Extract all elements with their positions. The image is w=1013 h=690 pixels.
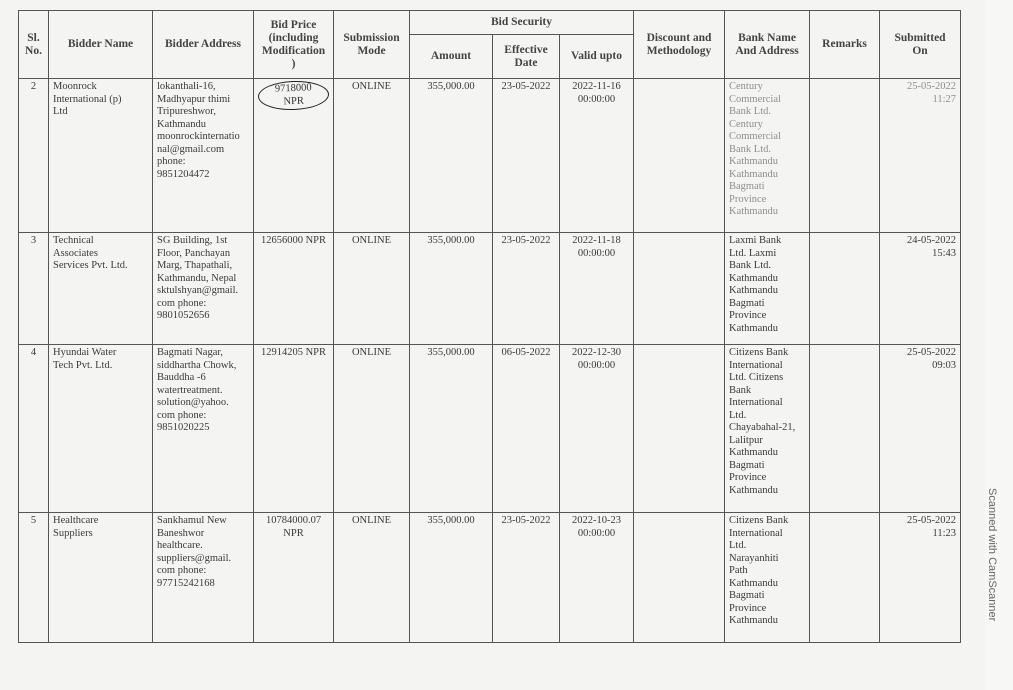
cell-submitted-on: 25-05-2022 11:23: [880, 513, 961, 643]
cell-effective-date: 23-05-2022: [493, 79, 560, 233]
cell-bidder-name: Hyundai Water Tech Pvt. Ltd.: [49, 345, 153, 513]
cell-bank: Laxmi Bank Ltd. Laxmi Bank Ltd. Kathmandu Kathmandu Bagmati Province Kathmandu: [725, 233, 810, 345]
cell-mode: ONLINE: [334, 513, 410, 643]
cell-bid-price: 10784000.07 NPR: [254, 513, 334, 643]
cell-amount: 355,000.00: [410, 79, 493, 233]
header-sl-no: Sl. No.: [19, 11, 49, 79]
cell-discount: [634, 79, 725, 233]
cell-bidder-address: SG Building, 1st Floor, Panchayan Marg, Thapathali, Kathmandu, Nepal sktulshyan@gmail. com phone: 9801052656: [153, 233, 254, 345]
header-valid-upto: Valid upto: [560, 35, 634, 79]
cell-effective-date: 23-05-2022: [493, 233, 560, 345]
cell-mode: ONLINE: [334, 233, 410, 345]
header-effective-date: Effective Date: [493, 35, 560, 79]
cell-bidder-name: Healthcare Suppliers: [49, 513, 153, 643]
bid-table: [18, 10, 961, 643]
header-bid-price: Bid Price (including Modification ): [254, 11, 334, 79]
header-submission-mode: Submission Mode: [334, 11, 410, 79]
header-amount: Amount: [410, 35, 493, 79]
cell-bank: Citizens Bank International Ltd. Citizens Bank International Ltd. Chayabahal-21, Lalitpur Kathmandu Bagmati Province Kathmandu: [725, 345, 810, 513]
cell-valid-upto: 2022-11-16 00:00:00: [560, 79, 634, 233]
cell-bank: Citizens Bank International Ltd. Narayanhiti Path Kathmandu Bagmati Province Kathmandu: [725, 513, 810, 643]
cell-discount: [634, 345, 725, 513]
cell-valid-upto: 2022-12-30 00:00:00: [560, 345, 634, 513]
cell-mode: ONLINE: [334, 345, 410, 513]
cell-discount: [634, 513, 725, 643]
circled-price: 9718000 NPR: [258, 80, 330, 111]
cell-amount: 355,000.00: [410, 233, 493, 345]
cell-effective-date: 23-05-2022: [493, 513, 560, 643]
cell-sl: 5: [19, 513, 49, 643]
header-submitted-on: Submitted On: [880, 11, 961, 79]
cell-mode: ONLINE: [334, 79, 410, 233]
cell-remarks: [810, 513, 880, 643]
cell-submitted-on: 25-05-2022 11:27: [880, 79, 961, 233]
cell-valid-upto: 2022-11-18 00:00:00: [560, 233, 634, 345]
cell-remarks: [810, 79, 880, 233]
cell-bidder-name: Technical Associates Services Pvt. Ltd.: [49, 233, 153, 345]
scanner-watermark: Scanned with CamScanner: [986, 488, 998, 622]
cell-remarks: [810, 233, 880, 345]
cell-effective-date: 06-05-2022: [493, 345, 560, 513]
cell-bidder-address: Sankhamul New Baneshwor healthcare. suppliers@gmail. com phone: 97715242168: [153, 513, 254, 643]
table-row: [19, 79, 961, 233]
cell-sl: 2: [19, 79, 49, 233]
table-row: [19, 345, 961, 513]
table-row: [19, 513, 961, 643]
table-row: [19, 233, 961, 345]
header-discount: Discount and Methodology: [634, 11, 725, 79]
cell-sl: 3: [19, 233, 49, 345]
header-bank: Bank Name And Address: [725, 11, 810, 79]
header-bidder-name: Bidder Name: [49, 11, 153, 79]
cell-submitted-on: 24-05-2022 15:43: [880, 233, 961, 345]
cell-bid-price: 12914205 NPR: [254, 345, 334, 513]
cell-bidder-name: Moonrock International (p) Ltd: [49, 79, 153, 233]
cell-submitted-on: 25-05-2022 09:03: [880, 345, 961, 513]
cell-bid-price: [254, 79, 334, 233]
cell-sl: 4: [19, 345, 49, 513]
cell-bidder-address: Bagmati Nagar, siddhartha Chowk, Bauddha -6 watertreatment. solution@yahoo. com phone: 9851020225: [153, 345, 254, 513]
header-remarks: Remarks: [810, 11, 880, 79]
cell-discount: [634, 233, 725, 345]
cell-valid-upto: 2022-10-23 00:00:00: [560, 513, 634, 643]
cell-remarks: [810, 345, 880, 513]
cell-amount: 355,000.00: [410, 345, 493, 513]
cell-bid-price: 12656000 NPR: [254, 233, 334, 345]
header-bidder-address: Bidder Address: [153, 11, 254, 79]
cell-bidder-address: lokanthali-16, Madhyapur thimi Tripureshwor, Kathmandu moonrockinternatio nal@gmail.com phone: 9851204472: [153, 79, 254, 233]
header-bid-security: Bid Security: [410, 11, 634, 35]
cell-bank: Century Commercial Bank Ltd. Century Commercial Bank Ltd. Kathmandu Kathmandu Bagmati Province Kathmandu: [725, 79, 810, 233]
cell-amount: 355,000.00: [410, 513, 493, 643]
